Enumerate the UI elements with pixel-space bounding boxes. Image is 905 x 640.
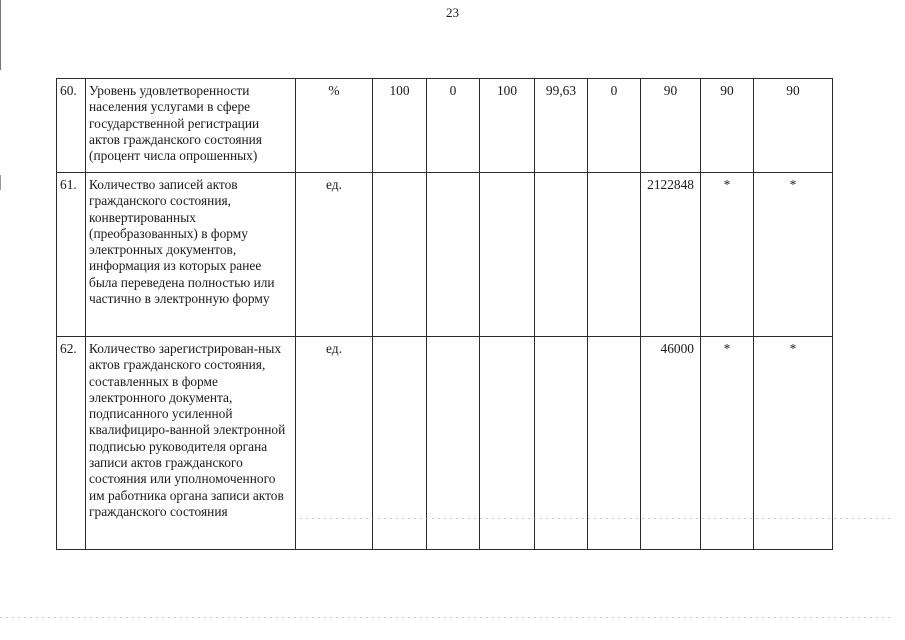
row-number: 62. — [57, 337, 86, 550]
page-number: 23 — [446, 5, 459, 20]
value-cell: 0 — [427, 79, 480, 173]
value-cell — [588, 173, 641, 337]
table-row — [57, 173, 833, 337]
value-cell — [373, 173, 427, 337]
unit-cell: % — [296, 79, 373, 173]
indicator-name: Количество зарегистрирован-ных актов гражданского состояния, составленных в форме электронного документа, подписанного усиленной квалифициро-ванной электронной подписью руководителя органа записи актов гражданского состояния или уполномоченного им работника органа записи актов гражданского состояния — [86, 337, 296, 550]
value-cell — [427, 173, 480, 337]
value-cell: 46000 — [641, 337, 701, 550]
scan-noise — [300, 518, 890, 519]
value-cell: 0 — [588, 79, 641, 173]
value-cell: 100 — [480, 79, 535, 173]
row-number: 60. — [57, 79, 86, 173]
unit-cell: ед. — [296, 173, 373, 337]
value-cell: * — [754, 337, 833, 550]
value-cell: * — [754, 173, 833, 337]
value-cell: 2122848 — [641, 173, 701, 337]
row-number: 61. — [57, 173, 86, 337]
value-cell: 90 — [701, 79, 754, 173]
value-cell: * — [701, 173, 754, 337]
indicators-table — [56, 78, 833, 550]
scan-edge-mark — [0, 0, 1, 640]
value-cell — [480, 173, 535, 337]
value-cell: * — [701, 337, 754, 550]
table-row — [57, 79, 833, 173]
scan-noise — [0, 617, 890, 618]
indicator-name: Уровень удовлетворенности населения услугами в сфере государственной регистрации актов гражданского состояния (процент числа опрошенных) — [86, 79, 296, 173]
unit-cell: ед. — [296, 337, 373, 550]
value-cell: 100 — [373, 79, 427, 173]
indicator-name: Количество записей актов гражданского состояния, конвертированных (преобразованных) в форму электронных документов, информация из которых ранее была переведена полностью или частично в электронную форму — [86, 173, 296, 337]
value-cell: 99,63 — [535, 79, 588, 173]
value-cell: 90 — [754, 79, 833, 173]
value-cell — [535, 173, 588, 337]
value-cell: 90 — [641, 79, 701, 173]
